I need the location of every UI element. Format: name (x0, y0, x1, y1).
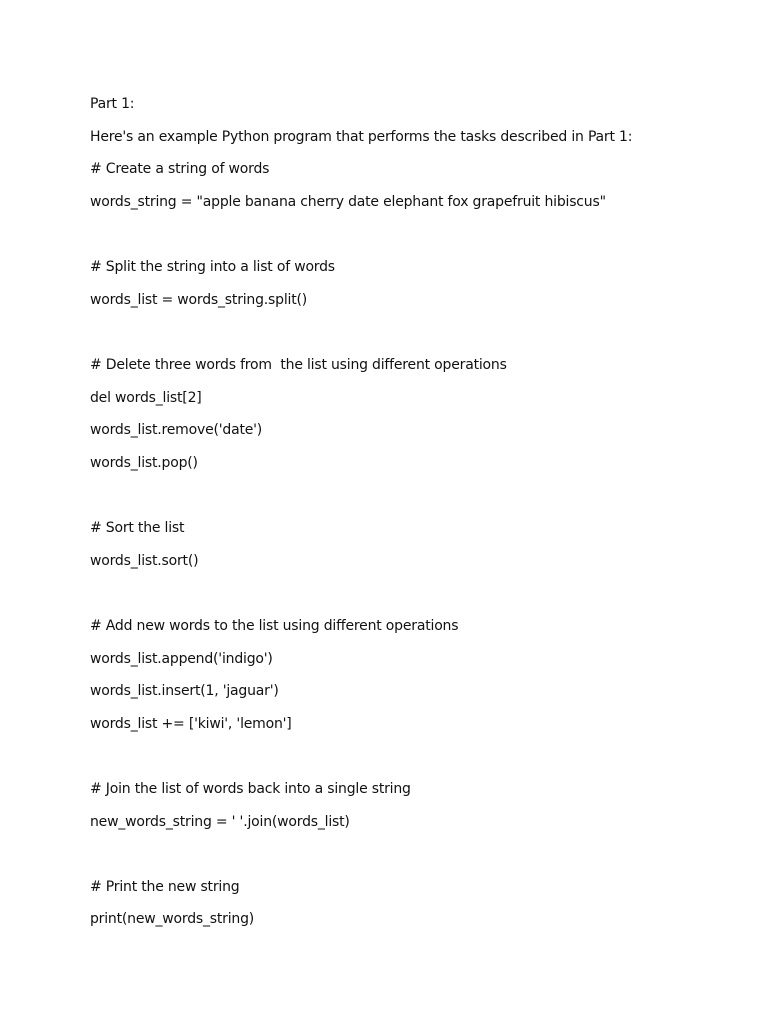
code-comment: # Add new words to the list using different operations (90, 618, 459, 634)
code-line: words_list.insert(1, 'jaguar') (90, 683, 279, 699)
intro-text: Here's an example Python program that performs the tasks described in Part 1: (90, 129, 633, 145)
code-line: del words_list[2] (90, 390, 202, 406)
part-heading: Part 1: (90, 96, 135, 112)
code-comment: # Create a string of words (90, 161, 270, 177)
code-line: words_string = "apple banana cherry date elephant fox grapefruit hibiscus" (90, 194, 606, 210)
code-line: words_list.pop() (90, 455, 198, 471)
code-comment: # Split the string into a list of words (90, 259, 335, 275)
code-line: words_list.append('indigo') (90, 651, 273, 667)
code-comment: # Delete three words from the list using different operations (90, 357, 507, 373)
code-comment: # Print the new string (90, 879, 240, 895)
code-comment: # Sort the list (90, 520, 185, 536)
code-line: words_list.sort() (90, 553, 199, 569)
code-line: words_list += ['kiwi', 'lemon'] (90, 716, 292, 732)
code-line: print(new_words_string) (90, 911, 255, 927)
code-line: words_list.remove('date') (90, 422, 263, 438)
code-comment: # Join the list of words back into a single string (90, 781, 411, 797)
code-line: words_list = words_string.split() (90, 292, 308, 308)
code-line: new_words_string = ' '.join(words_list) (90, 814, 350, 830)
